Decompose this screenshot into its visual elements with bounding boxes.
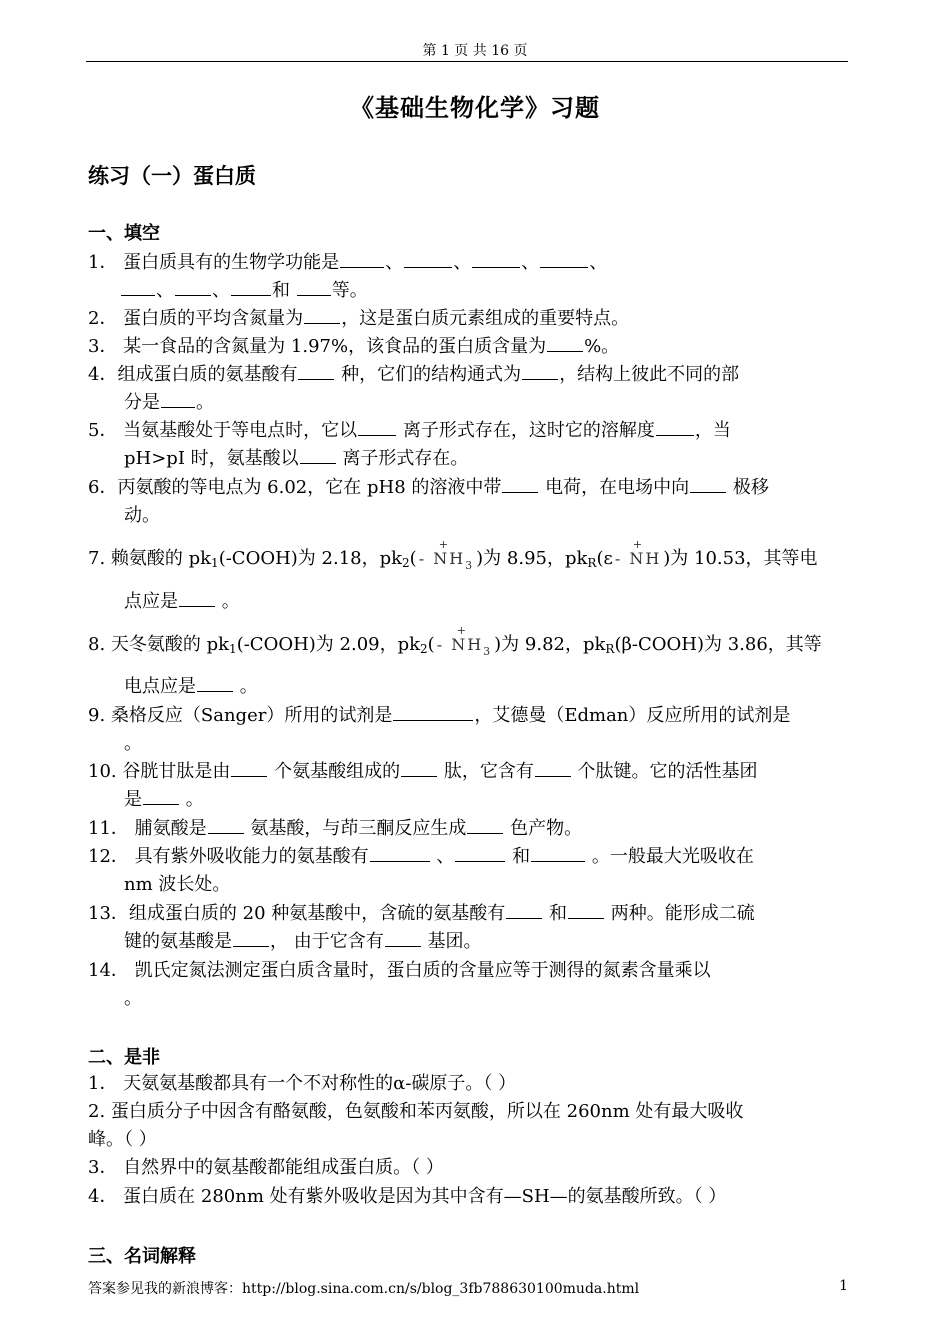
tf-question-2-line-2: 峰。（ ） (88, 1129, 157, 1150)
question-1-line-2: 、 、 和 等。 (120, 277, 850, 305)
question-7-line-2: 点应是 。 (124, 588, 850, 616)
question-5-line-2: pH>pI 时，氨基酸以 离子形式存在。 (124, 445, 850, 473)
question-9-line-1: 9. 桑格反应（Sanger）所用的试剂是 ，艾德曼（Edman）反应所用的试剂是 (88, 702, 850, 730)
question-10-line-1: 10. 谷胱甘肽是由 个氨基酸组成的 肽，它含有 个肽键。它的活性基团 (88, 758, 850, 786)
question-3: 3． 某一食品的含氮量为 1.97%，该食品的蛋白质含量为 %。 (88, 333, 850, 361)
question-4-line-1: 4．组成蛋白质的氨基酸有 种，它们的结构通式为 ，结构上彼此不同的部 (88, 361, 850, 389)
question-12-line-1: 12． 具有紫外吸收能力的氨基酸有 、 和 。一般最大光吸收在 (88, 843, 850, 871)
footer-text: 答案参见我的新浪博客：http://blog.sina.com.cn/s/blog_3fb788630100muda.html (88, 1281, 640, 1297)
question-6-line-2: 动。 (124, 505, 160, 526)
question-7-line-1: 7. 赖氨酸的 $pk_1(-COOH)$为 2.18，$pk_2$( - N + $H_3$ )为 8.95，$pk_R(\varepsilon$ - N + H )为 10.53，其等电 (88, 545, 850, 580)
question-5-line-1: 5． 当氨基酸处于等电点时，它以 离子形式存在，这时它的溶解度 ，当 (88, 417, 850, 445)
amino-group-formula: - N + H (614, 538, 662, 568)
fill-in-heading: 一、填空 (88, 223, 160, 244)
tf-question-3: 3． 自然界中的氨基酸都能组成蛋白质。（ ） (88, 1157, 444, 1178)
question-12-line-2: nm 波长处。 (124, 874, 231, 895)
glossary-heading: 三、名词解释 (88, 1246, 196, 1267)
tf-question-2-line-1: 2. 蛋白质分子中因含有酪氨酸，色氨酸和苯丙氨酸，所以在 260nm 处有最大吸收 (88, 1101, 744, 1122)
ammonium-group-formula: - N + $H_3$ (418, 538, 475, 572)
question-6-line-1: 6．丙氨酸的等电点为 6.02，它在 pH8 的溶液中带 电荷，在电场中向 极移 (88, 474, 850, 502)
document-title: 《基础生物化学》习题 (350, 93, 600, 122)
page-footer (88, 1278, 848, 1298)
question-11: 11． 脯氨酸是 氨基酸，与茚三酮反应生成 色产物。 (88, 815, 850, 843)
question-14-line-1: 14． 凯氏定氮法测定蛋白质含量时，蛋白质的含量应等于测得的氮素含量乘以 (88, 960, 711, 981)
question-9-line-2: 。 (124, 733, 142, 754)
question-10-line-2: 是 。 (124, 786, 850, 814)
page-header: 第 1 页 共 16 页 (422, 43, 528, 59)
question-13-line-1: 13．组成蛋白质的 20 种氨基酸中，含硫的氨基酸有 和 两种。能形成二硫 (88, 900, 850, 928)
question-1-line-1: 1． 蛋白质具有的生物学功能是 、 、 、 、 (88, 249, 850, 277)
question-4-line-2: 分是 。 (124, 389, 850, 417)
tf-question-4: 4． 蛋白质在 280nm 处有紫外吸收是因为其中含有—SH—的氨基酸所致。（ ） (88, 1186, 727, 1207)
ammonium-group-formula: - N + $H_3$ (436, 624, 493, 658)
question-14-line-2: 。 (124, 988, 142, 1009)
true-false-heading: 二、是非 (88, 1047, 160, 1068)
tf-question-1: 1． 天氨氨基酸都具有一个不对称性的α-碳原子。（ ） (88, 1073, 517, 1094)
section-title: 练习（一）蛋白质 (88, 163, 256, 188)
question-13-line-2: 键的氨基酸是 ， 由于它含有 基团。 (124, 928, 850, 956)
question-8-line-2: 电点应是 。 (124, 673, 850, 701)
question-8-line-1: 8. 天冬氨酸的 $pk_1(-COOH)$为 2.09，$pk_2$( - N + $H_3$ )为 9.82，$pk_R(\beta-COOH)$为 3.86，其等 (88, 631, 850, 666)
question-2: 2． 蛋白质的平均含氮量为 ，这是蛋白质元素组成的重要特点。 (88, 305, 850, 333)
header-rule (86, 61, 848, 62)
page-number: 1 (839, 1278, 848, 1294)
